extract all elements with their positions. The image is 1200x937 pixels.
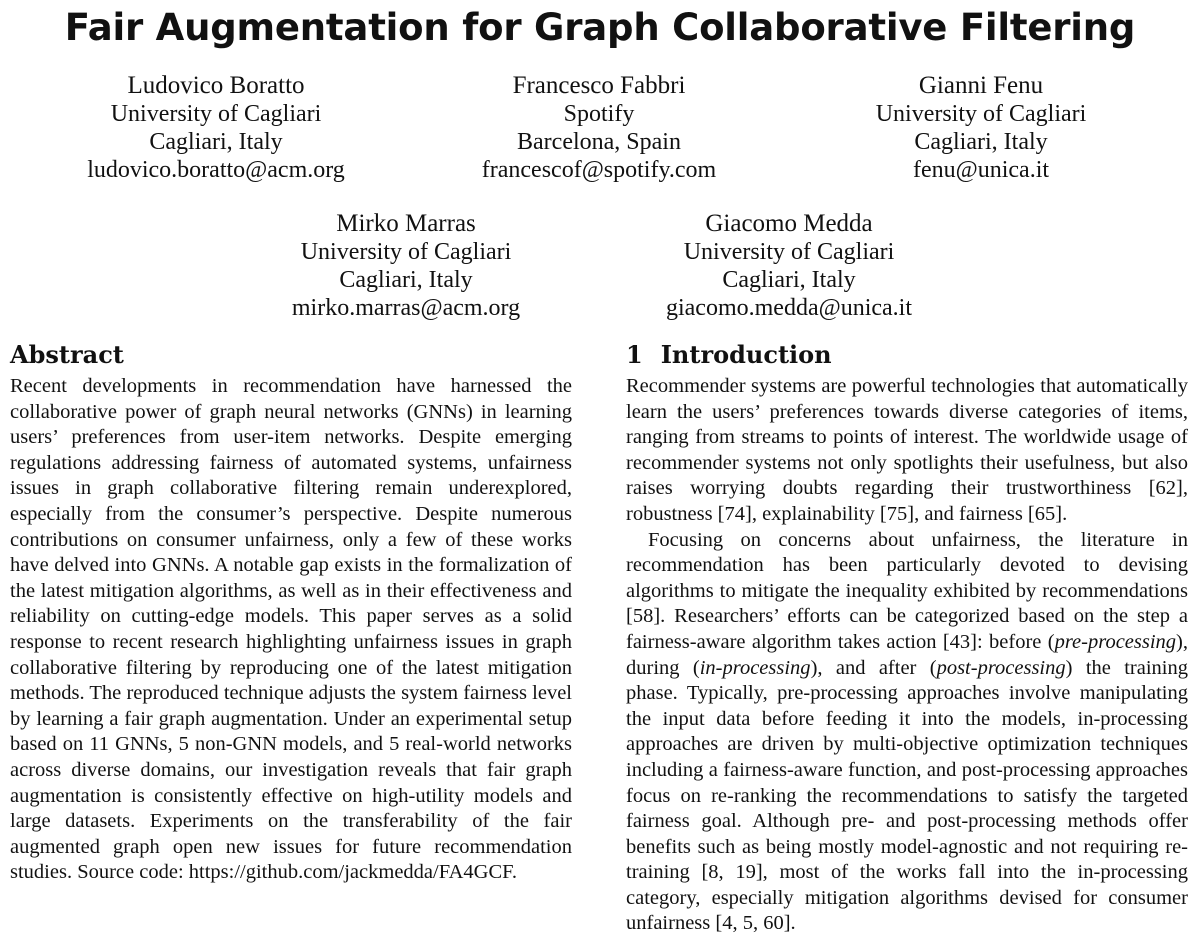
author-block-4 [206,210,606,322]
author-name: Francesco Fabbri [512,72,686,99]
introduction-section [626,340,1188,937]
author-email: ludovico.boratto@acm.org [87,157,345,183]
author-affiliation: University of Cagliari [875,101,1087,127]
author-email: mirko.marras@acm.org [291,295,521,321]
in-processing-term: in-processing [699,656,811,679]
abstract-text: Recent developments in recommendation have harnessed the collaborative power of graph neural networks (GNNs) in learning users’ preferences from user-item networks. Despite emerging regulations addressing fairness of automated systems, unfairness issues in graph collaborative filtering remain underexplored, especially from the consumer’s perspective. Despite numerous contributions on consumer unfairness, only a few of these works have delved into GNNs. A notable gap exists in the formalization of the latest mitigation algorithms, as well as in their effectiveness and reliability on cutting-edge models. This paper serves as a solid response to recent research highlighting unfairness issues in graph collaborative filtering by reproducing one of the latest mitigation methods. The reproduced technique adjusts the system fairness level by learning a fair graph augmentation. Under an experimental setup based on 11 GNNs, 5 non-GNN models, and 5 real-world networks across diverse domains, our investigation reveals that fair graph augmentation is consistently effective on high-utility models and large datasets. Experiments on the transferability of the fair augmented graph open new issues for future recommendation studies. Source code: https://github.com/jackmedda/FA4GCF. [10,375,572,884]
author-affiliation: University of Cagliari [110,101,322,127]
author-block-2 [399,72,799,184]
intro-text-span: ), during ( [626,630,1188,679]
author-location: Cagliari, Italy [339,267,473,293]
author-location: Barcelona, Spain [517,129,681,155]
author-location: Cagliari, Italy [722,267,856,293]
abstract-heading: Abstract [10,340,124,369]
intro-text-span: ), and after ( [810,656,937,679]
intro-paragraph-1: Recommender systems are powerful technologies that automatically learn the users’ preferences towards diverse categories of items, ranging from streams to points of interest. The worldwide usage of recommender systems not only spotlights their usefulness, but also raises worrying doubts regarding their trustworthiness [62], robustness [74], explainability [75], and fairness [65]. [626,375,1188,525]
author-affiliation: University of Cagliari [683,239,895,265]
intro-text-span: ) the training phase. Typically, pre-processing approaches involve manipulating the input data before feeding it into the models, in-processing approaches are driven by multi-objective optimization techniques including a fairness-aware function, and post-processing approaches focus on re-ranking the recommendations to satisfy the targeted fairness goal. Although pre- and post-processing methods offer benefits such as being mostly model-agnostic and not requiring re-training [8, 19], most of the works fall into the in-processing category, especially mitigation algorithms devised for consumer unfairness [4, 5, 60]. [626,656,1188,935]
author-name: Giacomo Medda [705,210,873,237]
abstract-section [10,340,572,886]
author-block-3 [781,72,1181,184]
author-location: Cagliari, Italy [149,129,283,155]
intro-paragraph-2 [626,528,1188,937]
author-email: francescof@spotify.com [481,157,717,183]
author-name: Ludovico Boratto [127,72,305,99]
author-affiliation: University of Cagliari [300,239,512,265]
paper-title: Fair Augmentation for Graph Collaborative Filtering [64,6,1136,49]
author-name: Gianni Fenu [918,72,1044,99]
author-email: fenu@unica.it [912,157,1050,183]
author-name: Mirko Marras [336,210,476,237]
author-email: giacomo.medda@unica.it [665,295,913,321]
pre-processing-term: pre-processing [1054,630,1177,653]
section-number: 1 [626,340,643,369]
intro-text-span: Focusing on concerns about unfairness, the literature in recommendation has been particularly devoted to devising algorithms to mitigate the inequality exhibited by recommendations [58]. Researchers’ efforts can be categorized based on the step a fairness-aware algorithm takes action [43]: before ( [626,528,1188,653]
author-location: Cagliari, Italy [914,129,1048,155]
section-title: Introduction [660,340,832,369]
author-affiliation: Spotify [563,101,635,127]
post-processing-term: post-processing [936,656,1066,679]
author-block-1 [16,72,416,184]
introduction-heading [626,340,1188,370]
author-block-5 [589,210,989,322]
